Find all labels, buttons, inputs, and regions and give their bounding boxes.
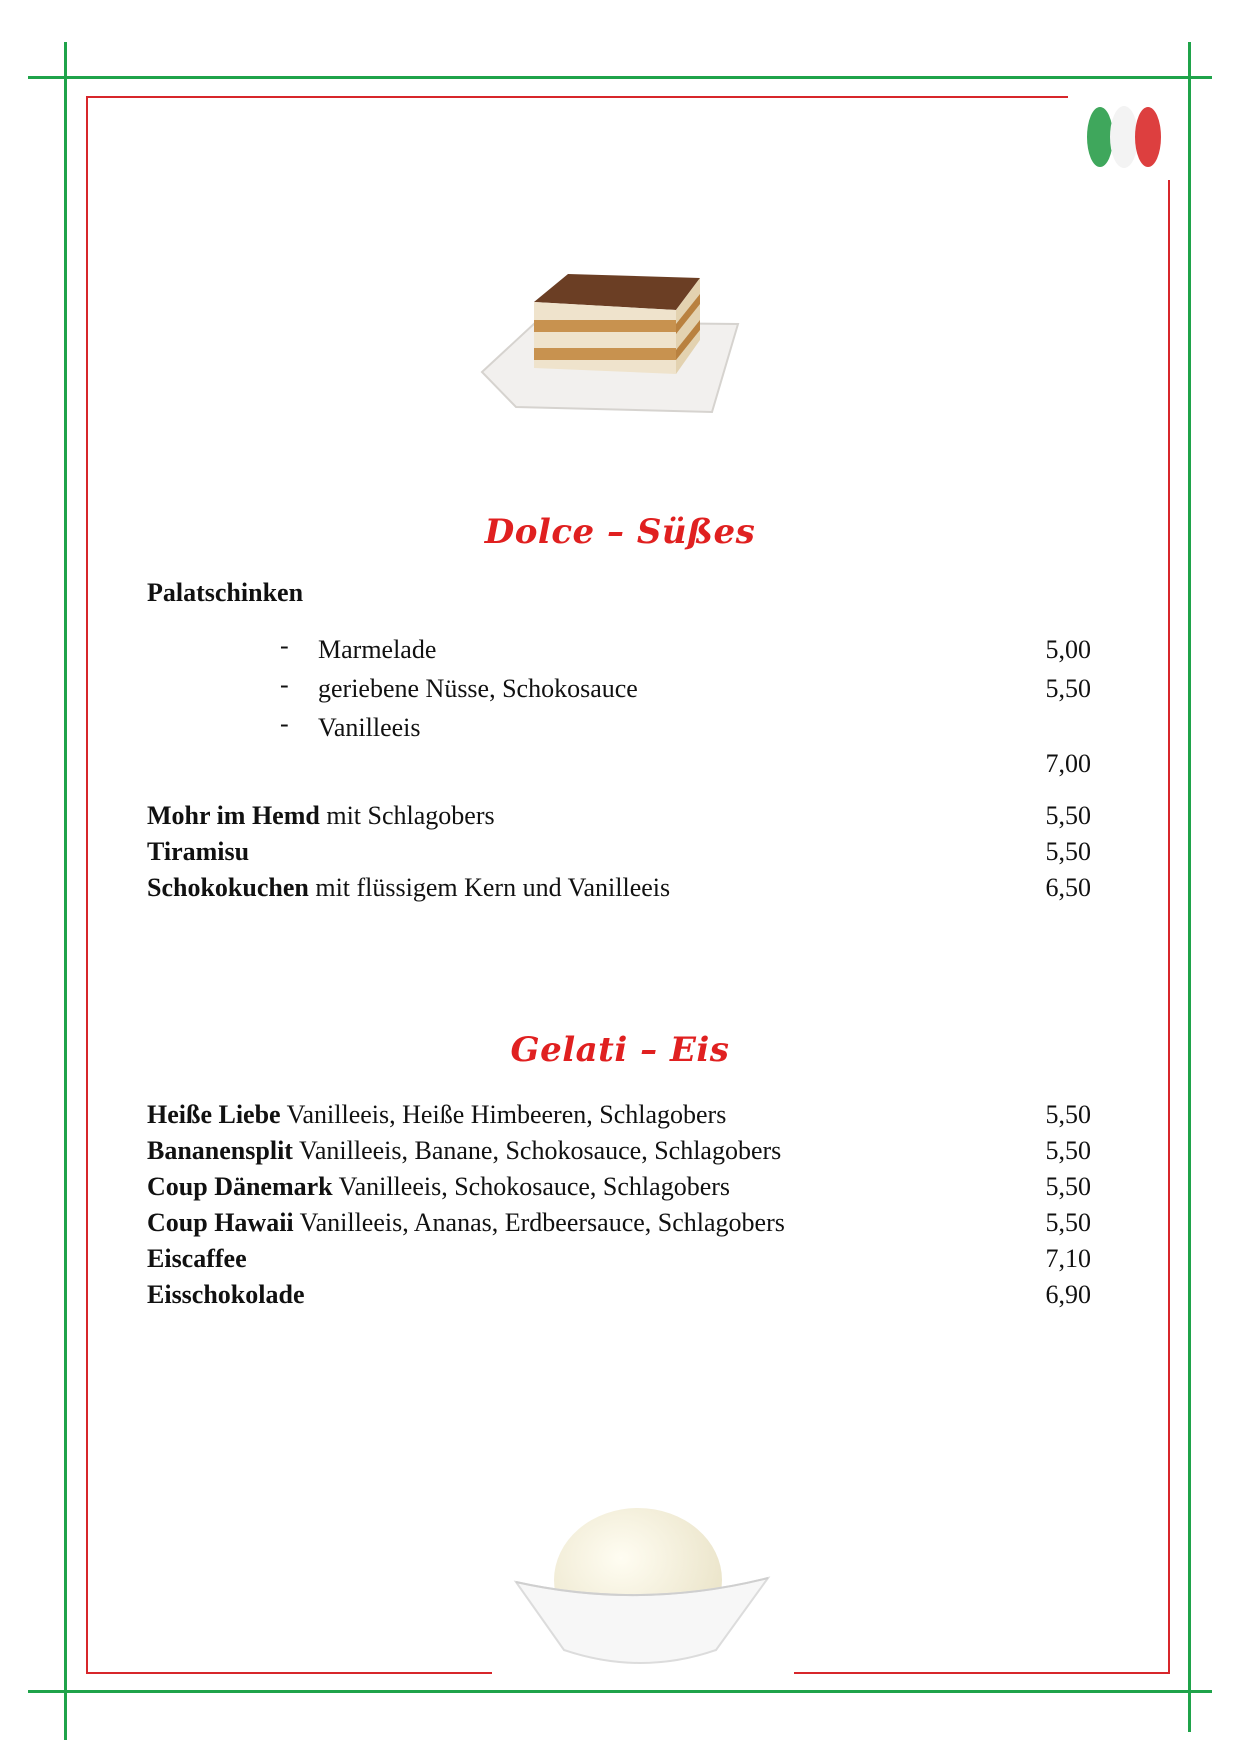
menu-item (147, 1242, 1091, 1276)
menu-item (147, 1134, 1091, 1168)
menu-item (147, 871, 1091, 905)
item-name: Eisschokolade (147, 1280, 305, 1309)
item-desc: Vanilleeis, Banane, Schokosauce, Schlagobers (292, 1136, 782, 1165)
ice-cream-image (506, 1500, 776, 1690)
option-price: 5,50 (1045, 674, 1091, 703)
option-label: Vanilleeis (318, 713, 421, 742)
item-name: Eiscaffee (147, 1244, 247, 1273)
item-price: 5,50 (1045, 837, 1091, 866)
frame-green-right (1188, 42, 1191, 1732)
frame-red-top (86, 96, 1068, 98)
item-desc: Vanilleeis, Ananas, Erdbeersauce, Schlagobers (293, 1208, 785, 1237)
item-price: 7,10 (1045, 1244, 1091, 1273)
item-name: Coup Dänemark (147, 1172, 333, 1201)
gelati-section-title: Gelati – Eis (510, 1030, 730, 1070)
italian-flag-icon (1082, 100, 1166, 174)
tiramisu-image (476, 262, 746, 422)
item-price: 5,50 (1045, 1136, 1091, 1165)
option-label: geriebene Nüsse, Schokosauce (318, 674, 638, 703)
frame-green-left (64, 42, 67, 1740)
item-price: 5,50 (1045, 1172, 1091, 1201)
menu-item (147, 799, 1091, 833)
item-desc: mit flüssigem Kern und Vanilleeis (308, 873, 671, 902)
frame-red-right (1168, 180, 1170, 1674)
item-name: Coup Hawaii (147, 1208, 294, 1237)
item-desc: mit Schlagobers (319, 801, 495, 830)
bullet-dash: - (280, 709, 289, 738)
item-price: 5,50 (1045, 801, 1091, 830)
menu-item (147, 1170, 1091, 1204)
dolce-section-title: Dolce – Süßes (484, 512, 756, 552)
item-name: Tiramisu (147, 837, 250, 866)
item-name: Bananensplit (147, 1136, 293, 1165)
item-price: 5,50 (1045, 1208, 1091, 1237)
option-label: Marmelade (318, 635, 437, 664)
frame-red-bottom-left (86, 1672, 492, 1674)
frame-green-top (28, 76, 1212, 79)
item-desc: Vanilleeis, Heiße Himbeeren, Schlagobers (280, 1100, 727, 1129)
menu-item (147, 1278, 1091, 1312)
item-price: 6,50 (1045, 873, 1091, 902)
item-price: 5,50 (1045, 1100, 1091, 1129)
palatschinken-option (280, 709, 1091, 778)
frame-red-left (86, 96, 88, 1674)
item-name: Schokokuchen (147, 873, 309, 902)
item-desc: Vanilleeis, Schokosauce, Schlagobers (332, 1172, 731, 1201)
frame-red-bottom-right (794, 1672, 1170, 1674)
palatschinken-option (280, 633, 1091, 667)
item-name: Mohr im Hemd (147, 801, 320, 830)
option-price: 7,00 (1045, 749, 1091, 778)
bullet-dash: - (280, 670, 289, 699)
bullet-dash: - (280, 631, 289, 660)
menu-item (147, 1206, 1091, 1240)
menu-item (147, 835, 1091, 869)
menu-item (147, 1098, 1091, 1132)
item-name: Heiße Liebe (147, 1100, 281, 1129)
option-price: 5,00 (1045, 635, 1091, 664)
item-price: 6,90 (1045, 1280, 1091, 1309)
palatschinken-option (280, 672, 1091, 706)
frame-green-bottom (28, 1690, 1212, 1693)
palatschinken-heading: Palatschinken (147, 578, 304, 607)
